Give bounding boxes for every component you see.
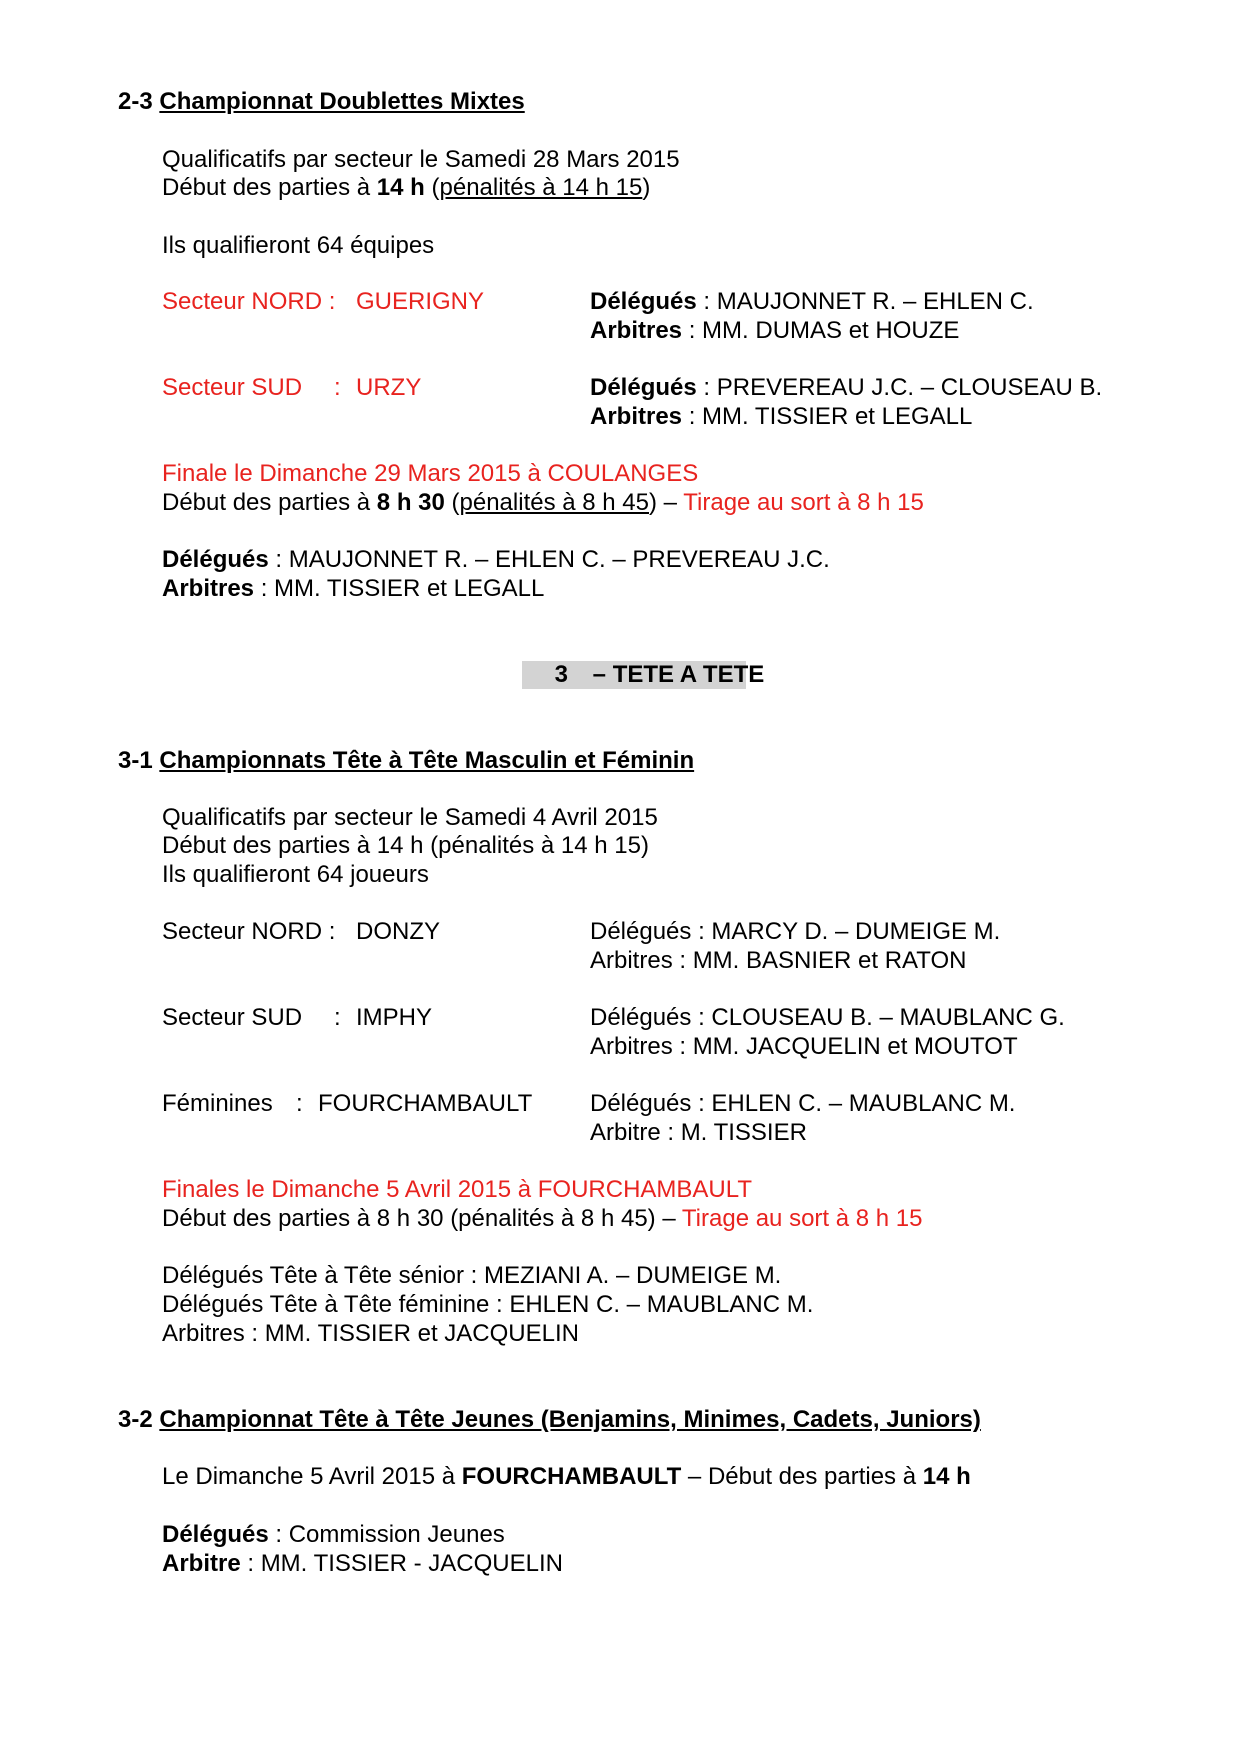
secteur-sud-colon: : — [334, 1004, 341, 1031]
debut-time: 14 h — [376, 174, 425, 201]
arbitres-label: Arbitres — [162, 575, 255, 602]
secteur-nord-label: Secteur NORD : — [162, 288, 336, 315]
section-title: Championnat Tête à Tête Jeunes (Benjamins, Minimes, Cadets, Juniors) — [159, 1406, 981, 1433]
finales-debut-line — [162, 1205, 923, 1233]
arbitre-value: : MM. TISSIER - JACQUELIN — [240, 1550, 563, 1577]
feminines-arbitre: Arbitre : M. TISSIER — [590, 1119, 807, 1146]
qualif-date: Qualificatifs par secteur le Samedi 4 Avril 2015 — [162, 804, 658, 831]
delegues-label: Délégués — [590, 288, 697, 315]
nord-arbitres — [590, 317, 959, 345]
jeunes-delegues — [162, 1521, 505, 1549]
secteur-sud-label: Secteur SUD — [162, 1004, 303, 1031]
tirage-text: Tirage au sort à 8 h 15 — [681, 1205, 923, 1232]
finale-arbitres — [162, 575, 544, 603]
delegues-feminine: Délégués Tête à Tête féminine : EHLEN C. – MAUBLANC M. — [162, 1291, 814, 1318]
sud-delegues — [590, 374, 1102, 402]
sud-delegues: Délégués : CLOUSEAU B. – MAUBLANC G. — [590, 1004, 1065, 1031]
arbitre-label: Arbitre — [162, 1550, 241, 1577]
debut-prefix: – Début des parties à — [681, 1463, 923, 1490]
penalty-time: pénalités à 8 h 45 — [459, 489, 649, 516]
delegues-value: : Commission Jeunes — [268, 1521, 505, 1548]
secteur-sud-place: URZY — [356, 374, 422, 401]
section-title: – TETE A TETE — [592, 661, 765, 688]
sud-arbitres — [590, 403, 972, 431]
finale-delegues — [162, 546, 830, 574]
section-number: 3-2 — [118, 1406, 153, 1433]
sud-arbitres: Arbitres : MM. JACQUELIN et MOUTOT — [590, 1033, 1018, 1060]
feminines-label: Féminines — [162, 1090, 273, 1117]
jeunes-date-line — [162, 1463, 971, 1491]
tirage-text: Tirage au sort à 8 h 15 — [683, 489, 924, 516]
section-3-2-heading — [118, 1406, 981, 1434]
debut-prefix: Début des parties à — [162, 489, 377, 516]
qualifieront-line: Ils qualifieront 64 équipes — [162, 232, 435, 259]
delegues-value: : PREVEREAU J.C. – CLOUSEAU B. — [696, 374, 1103, 401]
finale-line: Finale le Dimanche 29 Mars 2015 à COULANGES — [162, 460, 699, 487]
penalty-time: pénalités à 14 h 15 — [439, 174, 643, 201]
nord-delegues — [590, 288, 1034, 316]
delegues-senior: Délégués Tête à Tête sénior : MEZIANI A. – DUMEIGE M. — [162, 1262, 782, 1289]
finale-debut-line: Début des parties à 8 h 30 (pénalités à 8 h 45) – Tirage au sort à 8 h 15 — [162, 489, 924, 516]
secteur-sud-label: Secteur SUD — [162, 374, 303, 401]
finales-arbitres: Arbitres : MM. TISSIER et JACQUELIN — [162, 1320, 579, 1347]
section-2-3-heading — [118, 88, 525, 116]
debut-text: Début des parties à 8 h 30 (pénalités à 8 h 45) – — [162, 1205, 682, 1232]
secteur-sud-colon: : — [334, 374, 341, 401]
secteur-nord-place: GUERIGNY — [356, 288, 485, 315]
feminines-place: FOURCHAMBAULT — [318, 1090, 533, 1117]
jeunes-arbitre — [162, 1550, 563, 1578]
qualif-date: Qualificatifs par secteur le Samedi 28 Mars 2015 — [162, 146, 680, 173]
feminines-delegues: Délégués : EHLEN C. – MAUBLANC M. — [590, 1090, 1016, 1117]
finales-line: Finales le Dimanche 5 Avril 2015 à FOURCHAMBAULT — [162, 1176, 752, 1203]
delegues-label: Délégués — [162, 1521, 269, 1548]
section-title: Championnats Tête à Tête Masculin et Féminin — [159, 747, 695, 774]
delegues-value: : MAUJONNET R. – EHLEN C. — [696, 288, 1034, 315]
arbitres-value: : MM. DUMAS et HOUZE — [682, 317, 960, 344]
section-3-1-heading — [118, 747, 694, 775]
debut-time: 8 h 30 — [376, 489, 445, 516]
nord-arbitres: Arbitres : MM. BASNIER et RATON — [590, 947, 967, 974]
secteur-sud-place: IMPHY — [356, 1004, 433, 1031]
section-number: 2-3 — [118, 88, 153, 115]
qualifieront-line: Ils qualifieront 64 joueurs — [162, 861, 429, 888]
place: FOURCHAMBAULT — [461, 1463, 682, 1490]
arbitres-value: : MM. TISSIER et LEGALL — [682, 403, 973, 430]
arbitres-label: Arbitres — [590, 317, 683, 344]
delegues-label: Délégués — [590, 374, 697, 401]
section-3-banner — [522, 661, 765, 689]
section-title: Championnat Doublettes Mixtes — [159, 88, 525, 115]
debut-prefix: Début des parties à — [162, 174, 377, 201]
secteur-nord-label: Secteur NORD : — [162, 918, 336, 945]
feminines-colon: : — [296, 1090, 303, 1117]
nord-delegues: Délégués : MARCY D. – DUMEIGE M. — [590, 918, 1001, 945]
arbitres-label: Arbitres — [590, 403, 683, 430]
delegues-label: Délégués — [162, 546, 269, 573]
delegues-value: : MAUJONNET R. – EHLEN C. – PREVEREAU J.C. — [268, 546, 830, 573]
section-number: 3-1 — [118, 747, 153, 774]
date-prefix: Le Dimanche 5 Avril 2015 à — [162, 1463, 462, 1490]
debut-time: 14 h — [922, 1463, 971, 1490]
secteur-nord-place: DONZY — [356, 918, 440, 945]
debut-line: Début des parties à 14 h (pénalités à 14 h 15) — [162, 832, 649, 859]
debut-line: Début des parties à 14 h (pénalités à 14 h 15) — [162, 174, 651, 201]
section-number: 3 — [554, 661, 568, 688]
arbitres-value: : MM. TISSIER et LEGALL — [254, 575, 545, 602]
